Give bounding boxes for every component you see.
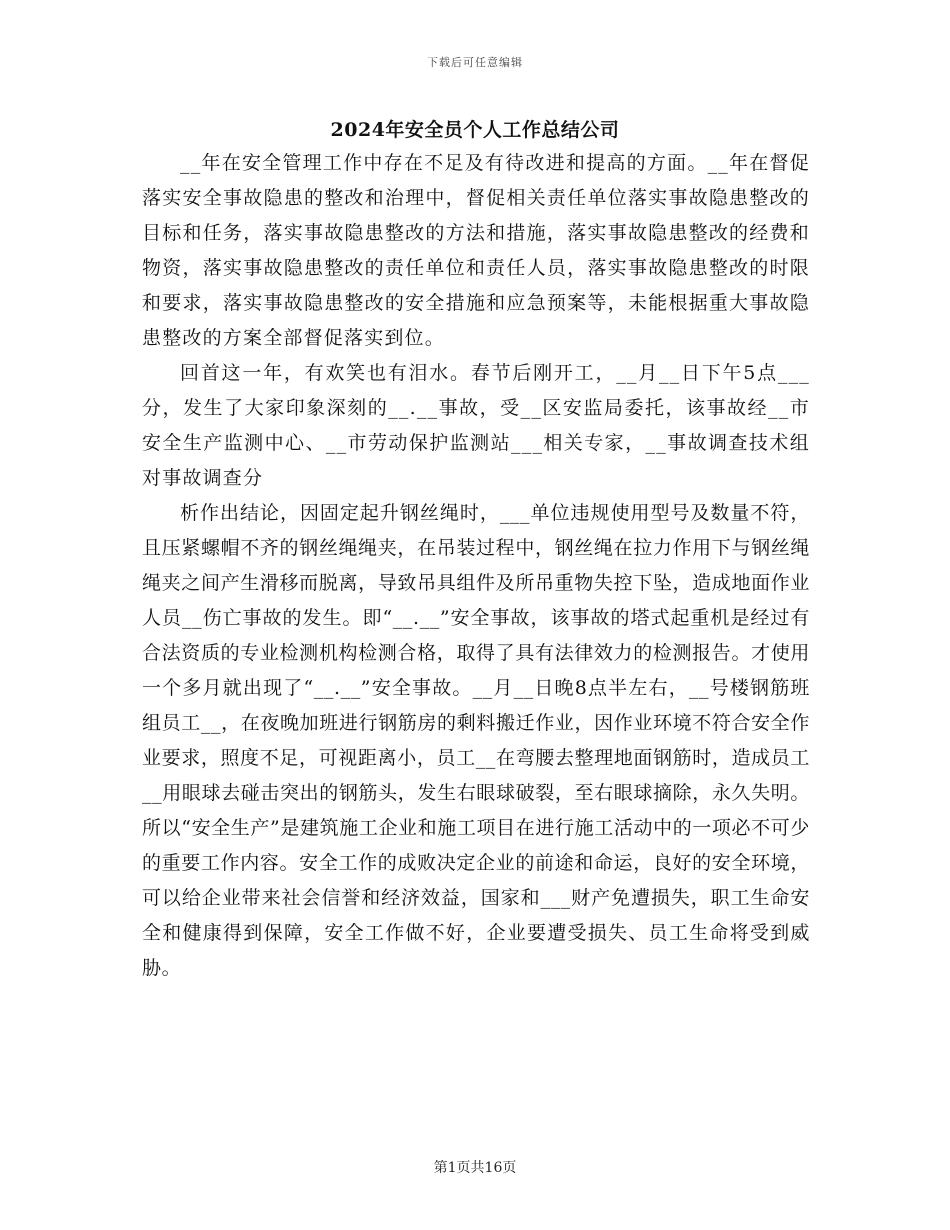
paragraph-1: __年在安全管理工作中存在不足及有待改进和提高的方面。__年在督促落实安全事故隐患的整改和治理中，督促相关责任单位落实事故隐患整改的目标和任务，落实事故隐患整改的方法和措施，落实事故隐患整改的经费和物资，落实事故隐患整改的责任单位和责任人员，落实事故隐患整改的时限和要求，落实事故隐患整改的安全措施和应急预案等，未能根据重大事故隐患整改的方案全部督促落实到位。 xyxy=(142,152,810,349)
document-title: 2024年安全员个人工作总结公司 xyxy=(330,119,620,141)
document-body xyxy=(142,146,810,986)
page-number: 第1页共16页 xyxy=(433,1160,517,1176)
paragraph-3: 析作出结论，因固定起升钢丝绳时，___单位违规使用型号及数量不符，且压紧螺帽不齐的钢丝绳绳夹，在吊装过程中，钢丝绳在拉力作用下与钢丝绳绳夹之间产生滑移而脱离，导致吊具组件及所吊重物失控下坠，造成地面作业人员__伤亡事故的发生。即“__.__”安全事故，该事故的塔式起重机是经过有合法资质的专业检测机构检测合格，取得了具有法律效力的检测报告。才使用一个多月就出现了“__.__”安全事故。__月__日晚8点半左右，__号楼钢筋班组员工__，在夜晚加班进行钢筋房的剩料搬迁作业，因作业环境不符合安全作业要求，照度不足，可视距离小，员工__在弯腰去整理地面钢筋时，造成员工__用眼球去碰击突出的钢筋头，发生右眼球破裂，至右眼球摘除，永久失明。所以“安全生产”是建筑施工企业和施工项目在进行施工活动中的一项必不可少的重要工作内容。安全工作的成败决定企业的前途和命运，良好的安全环境，可以给企业带来社会信誉和经济效益，国家和___财产免遭损失，职工生命安全和健康得到保障，安全工作做不好，企业要遭受损失、员工生命将受到威胁。 xyxy=(142,502,810,979)
header-note: 下载后可任意编辑 xyxy=(427,56,523,69)
paragraph-2: 回首这一年，有欢笑也有泪水。春节后刚开工，__月__日下午5点___分，发生了大家印象深刻的__.__事故，受__区安监局委托，该事故经__市安全生产监测中心、__市劳动保护监测站___相关专家，__事故调查技术组对事故调查分 xyxy=(142,362,810,489)
